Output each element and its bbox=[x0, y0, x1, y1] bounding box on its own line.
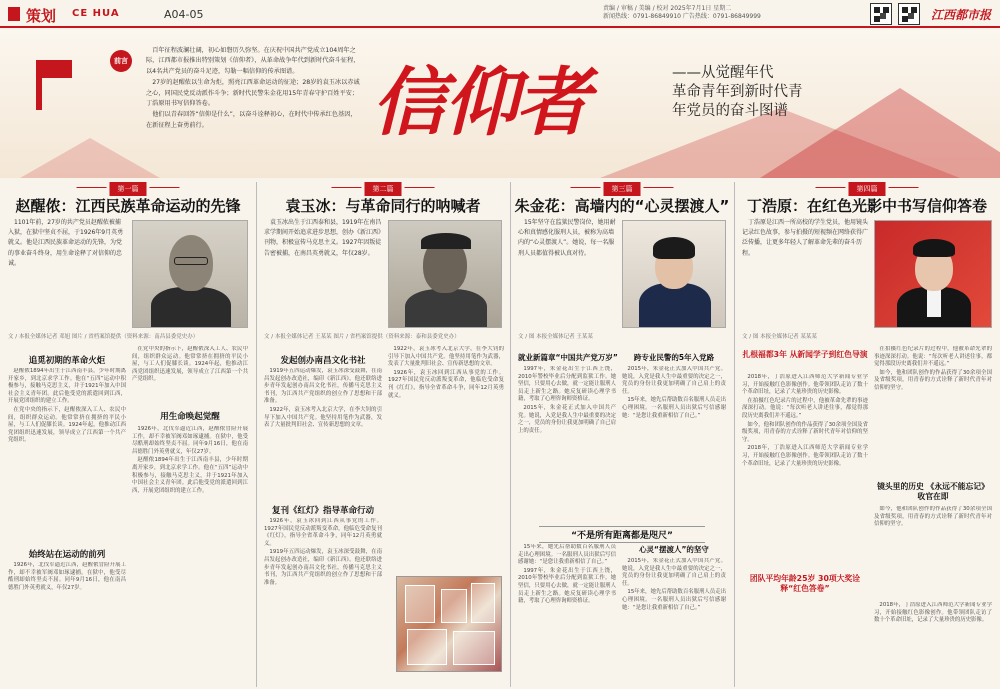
body-paragraph: 2015年，朱金花正式加入中国共产党。她说，入党是我人生中最重要的决定之一，党员的身份让我更加明确了自己肩上的责任。 bbox=[622, 558, 726, 587]
article-body bbox=[132, 346, 248, 402]
article-subhead: 复刊《红灯》指导革命行动 bbox=[271, 506, 374, 516]
body-paragraph: 2018年，丁浩原进入江西师范大学新闻专业学习，开始接触红色影像创作。他带领团队走访了数十个革命旧址，记录了大量珍贵的历史影像。 bbox=[742, 374, 868, 396]
body-paragraph: 15年来，她先后帮助数百名服刑人员走出心理困境。一名服刑人员出狱后写信感谢她：“是您让我重新相信了自己。” bbox=[622, 589, 726, 611]
intro-text: 袁玉冰出生于江西泰和县，1919年在南昌求学期间开始追求进步思想，创办《新江西》刊物，积极宣传马克思主义。1927年因叛徒告密被捕，在南昌英勇就义，年仅28岁。 bbox=[264, 219, 382, 257]
feature-title: 信仰者 bbox=[372, 60, 588, 146]
article-body bbox=[622, 366, 726, 516]
masthead bbox=[0, 0, 1000, 28]
body-paragraph: 2015年，朱金花正式加入中国共产党。她说，入党是我人生中最重要的决定之一，党员的身份让我更加明确了自己肩上的责任。 bbox=[518, 404, 616, 434]
article-zhao-xingnong bbox=[0, 182, 256, 685]
article-body bbox=[518, 544, 616, 680]
subtitle-line: ——从觉醒年代 bbox=[672, 65, 774, 81]
article-body bbox=[264, 518, 382, 680]
intro-text: 15年坚守在监狱民警岗位，她用耐心和真情感化服刑人员，被称为高墙内的“心灵摆渡人”。她说，每一名服刑人员都值得被认真对待。 bbox=[518, 219, 616, 257]
editor-info-line2: 新闻热线：0791-86849910 广告热线：0791-86849999 bbox=[603, 13, 761, 20]
preface-badge: 前言 bbox=[110, 50, 132, 72]
portrait-photo bbox=[622, 220, 726, 328]
body-paragraph: 15年来，她先后帮助数百名服刑人员走出心理困境。一名服刑人员出狱后写信感谢她：“是您让我重新相信了自己。” bbox=[622, 397, 726, 419]
mountain-decoration bbox=[20, 138, 160, 178]
article-ding-haoyuan bbox=[734, 182, 1000, 685]
preface-paragraph: 百年征程波澜壮阔，初心如磐历久弥坚。在庆祝中国共产党成立104周年之际，江西都市报推出特别策划《信仰者》，从革命战争年代到新时代奋斗征程，以4名共产党员的奋斗足迹，勾勒一幅信仰的传承图谱。 bbox=[146, 47, 360, 75]
body-paragraph: 1997年，朱金花出生于江西上饶，2010年警校毕业后分配到监狱工作。她坚信，只要用心去做，就一定能让服刑人员走上新生之路。她反复研读心理学书籍，考取了心理咨询师资格证。 bbox=[518, 567, 616, 605]
article-body bbox=[874, 346, 992, 476]
article-ordinal: 第一篇 bbox=[110, 182, 147, 196]
preface-paragraph: 27岁的赵醒侬以生命为炬，照亮江西革命运动的征途；28岁的袁玉冰以赤诚之心，同国民党反动派作斗争；新时代民警朱金花用15年青春守护百姓平安；丁浩原用书写信仰答卷。 bbox=[146, 79, 360, 108]
article-ordinal: 第三篇 bbox=[604, 182, 641, 196]
body-paragraph: 1919年五四运动爆发，袁玉冰深受鼓舞，在南昌发起创办改造社，编印《新江西》。他还联络进步青年发起创办南昌文化书社，传播马克思主义书刊，为江西共产党组织的创立作了思想和干部准备。 bbox=[264, 368, 382, 405]
article-subhead: 跨专业民警的5年入党路 bbox=[633, 353, 715, 362]
section-title-en: CE HUA bbox=[72, 8, 120, 19]
article-headline: 丁浩原：在红色光影中书写信仰答卷 bbox=[746, 197, 987, 215]
pull-quote: “不是所有距离都是咫尺” bbox=[518, 528, 726, 541]
preface-text bbox=[146, 46, 361, 132]
red-flag-icon bbox=[36, 60, 42, 110]
article-ordinal: 第二篇 bbox=[365, 182, 402, 196]
article-body bbox=[8, 562, 126, 680]
feature-subtitle bbox=[672, 64, 822, 121]
section-marker bbox=[8, 7, 20, 21]
article-intro bbox=[518, 218, 616, 322]
body-paragraph: 1926年，袁玉冰回到江西从事党的工作。1927年国民党反动派叛变革命，他临危受命复刊《红灯》，指导全省革命斗争，同年12月英勇就义。 bbox=[388, 369, 504, 399]
editor-info bbox=[603, 5, 843, 21]
page-number: A04-05 bbox=[164, 8, 204, 21]
article-intro bbox=[742, 218, 868, 322]
portrait-photo bbox=[132, 220, 248, 328]
paper-logo: 江西都市报 bbox=[931, 8, 992, 22]
article-subhead: 镜头里的历史 《永远不能忘记》收官在即 bbox=[877, 482, 989, 501]
article-body bbox=[388, 346, 504, 466]
article-subhead: 发起创办南昌文化书社 bbox=[280, 356, 366, 366]
article-headline: 袁玉冰：与革命同行的呐喊者 bbox=[285, 197, 481, 215]
subtitle-line: 革命青年到新时代青 bbox=[672, 84, 803, 100]
article-yuan-yubing bbox=[256, 182, 510, 685]
body-paragraph: 在拍摄红色纪录片的过程中，他被革命先辈的事迹深深打动。他说：“每次听老人讲述往事，都觉得那段历史离我们并不遥远。” bbox=[742, 397, 868, 419]
article-subhead: 始终站在运动的前列 bbox=[28, 550, 106, 560]
body-paragraph: 在党中央的指示下，赵醒侬深入工人、农民中间，组织群众运动。他常常挤在拥挤的平民小屋，与工人们促膝长谈。1924年起，他推动江西党团组织迅速发展，领导成立了江西第一个共产党组织。 bbox=[8, 406, 126, 444]
editor-info-line1: 责编 / 审稿 / 美编 / 校对 2025年7月1日 星期二 bbox=[603, 5, 732, 12]
article-body bbox=[518, 366, 616, 516]
body-paragraph: 赵醒侬1894年出生于江西南丰县，少年时期离开家乡，到北京求学工作。他在“五四”运动中积极参与，接触马克思主义，并于1921年加入中国社会主义青年团。此后他受党的派遣回到江西，开展党团组织的建立工作。 bbox=[132, 457, 248, 494]
photo-caption: 文 / 本报全媒体记者 邓旭 图片 / 省档案馆提供（资料来源：南昌县委党史办） bbox=[8, 334, 199, 340]
archive-documents-photo bbox=[396, 576, 502, 672]
article-headline: 赵醒侬：江西民族革命运动的先锋 bbox=[15, 197, 241, 215]
body-paragraph: 1919年五四运动爆发，袁玉冰深受鼓舞，在南昌发起创办改造社，编印《新江西》。他还联络进步青年发起创办南昌文化书社，传播马克思主义书刊，为江西共产党组织的创立作了思想和干部准备。 bbox=[264, 549, 382, 586]
intro-text: 丁浩原是江西一所高校的学生党员，他用镜头记录红色故事，参与拍摄的短视频在网络获得广泛传播，让更多年轻人了解革命先辈的奋斗历程。 bbox=[742, 219, 868, 257]
photo-caption: 文 / 图 本报全媒体记者 某某某 bbox=[742, 334, 817, 340]
article-body bbox=[132, 426, 248, 680]
subtitle-line: 年党员的奋斗图谱 bbox=[672, 103, 788, 119]
body-paragraph: 2018年，丁浩原进入江西师范大学新闻专业学习，开始接触红色影像创作。他带领团队走访了数十个革命旧址，记录了大量珍贵的历史影像。 bbox=[874, 602, 992, 624]
body-paragraph: 2015年，朱金花正式加入中国共产党。她说，入党是我人生中最重要的决定之一，党员的身份让我更加明确了自己肩上的责任。 bbox=[622, 366, 726, 395]
article-subhead: 用生命唤起觉醒 bbox=[160, 412, 220, 422]
body-paragraph: 1926年，袁玉冰回到江西从事党的工作。1927年国民党反动派叛变革命，他临危受命复刊《红灯》，指导全省革命斗争，同年12月英勇就义。 bbox=[264, 518, 382, 547]
article-subhead: 追觅初期的革命火炬 bbox=[28, 356, 106, 366]
article-subhead: 就业新篇章“中国共产党万岁” bbox=[518, 353, 618, 362]
photo-caption: 文 / 本报全媒体记者 王某某 图片 / 省档案馆提供（资料来源：泰和县委党史办） bbox=[264, 334, 460, 340]
intro-text: 1101年前，27岁的共产党员赵醒侬被捕入狱，在狱中坚贞不屈，于1926年9月英勇就义。他是江西民族革命运动的先锋，为党的事业奋斗终身，用生命诠释了对信仰的忠诚。 bbox=[8, 219, 124, 267]
article-headline: 朱金花：高墙内的“心灵摆渡人” bbox=[514, 197, 730, 215]
article-zhu-jinhua bbox=[510, 182, 734, 685]
body-paragraph: 1922年，袁玉冰考入北京大学，在李大钊的引导下加入中国共产党。他坚持用笔作为武器，发表了大量批判旧社会、宣传新思想的文章。 bbox=[264, 406, 382, 429]
body-paragraph: 在党中央的指示下，赵醒侬深入工人、农民中间，组织群众运动。他常常挤在拥挤的平民小屋，与工人们促膝长谈。1924年起，他推动江西党团组织迅速发展，领导成立了江西第一个共产党组织。 bbox=[132, 346, 248, 383]
body-paragraph: 如今，他和团队创作的作品获得了30余项全国及省级奖项，用青春的方式诠释了新时代青年对信仰的坚守。 bbox=[742, 421, 868, 443]
article-body bbox=[874, 602, 992, 680]
body-paragraph: 2018年，丁浩原进入江西师范大学新闻专业学习，开始接触红色影像创作。他带领团队走访了数十个革命旧址，记录了大量珍贵的历史影像。 bbox=[742, 445, 868, 467]
body-paragraph: 1997年，朱金花出生于江西上饶，2010年警校毕业后分配到监狱工作。她坚信，只要用心去做，就一定能让服刑人员走上新生之路。她反复研读心理学书籍，考取了心理咨询师资格证。 bbox=[518, 366, 616, 403]
article-ordinal: 第四篇 bbox=[849, 182, 886, 196]
article-intro bbox=[8, 218, 126, 322]
portrait-photo bbox=[388, 220, 502, 328]
article-body bbox=[622, 558, 726, 680]
qr-code-icon bbox=[870, 3, 892, 25]
photo-caption: 文 / 图 本报全媒体记者 王某某 bbox=[518, 334, 593, 340]
body-paragraph: 在拍摄红色纪录片的过程中，他被革命先辈的事迹深深打动。他说：“每次听老人讲述往事，都觉得那段历史离我们并不遥远。” bbox=[874, 346, 992, 368]
article-body bbox=[8, 368, 126, 543]
article-subhead: 扎根福都3年 从新闻学子到红色导演 bbox=[742, 350, 868, 359]
body-paragraph: 15年来，她先后帮助数百名服刑人员走出心理困境。一名服刑人员出狱后写信感谢她：“是您让我重新相信了自己。” bbox=[518, 544, 616, 566]
qr-code-icon bbox=[898, 3, 920, 25]
body-paragraph: 如今，他和团队创作的作品获得了30余项全国及省级奖项，用青春的方式诠释了新时代青年对信仰的坚守。 bbox=[874, 369, 992, 391]
article-body bbox=[264, 368, 382, 498]
article-intro bbox=[264, 218, 382, 322]
portrait-photo bbox=[874, 220, 992, 328]
body-paragraph: 赵醒侬1894年出生于江西南丰县，少年时期离开家乡，到北京求学工作。他在“五四”运动中积极参与，接触马克思主义，并于1921年加入中国社会主义青年团。此后他受党的派遣回到江西，开展党团组织的建立工作。 bbox=[8, 368, 126, 405]
article-body bbox=[742, 374, 868, 680]
body-paragraph: 1922年，袁玉冰考入北京大学，在李大钊的引导下加入中国共产党。他坚持用笔作为武器，发表了大量批判旧社会、宣传新思想的文章。 bbox=[388, 346, 504, 368]
body-paragraph: 如今，他和团队创作的作品获得了30余项全国及省级奖项，用青春的方式诠释了新时代青年对信仰的坚守。 bbox=[874, 506, 992, 528]
article-subhead: 心灵“摆渡人”的坚守 bbox=[639, 545, 709, 554]
article-subhead: 团队平均年龄25岁 30项大奖诠释“红色答卷” bbox=[742, 574, 868, 594]
feature-banner bbox=[0, 30, 1000, 178]
preface-paragraph: 他们以青春回答“信仰是什么”，以奋斗诠释初心，在时代中传承红色基因，在新征程上奋勇前行。 bbox=[146, 111, 357, 129]
section-title: 策划 bbox=[26, 7, 57, 25]
body-paragraph: 1926年，北伐军逼近江西，赵醒侬冒险开展工作，却不幸被军阀邓如琢逮捕。在狱中，他受尽酷刑却始终坚贞不屈。同年9月16日，他在南昌德胜门外英勇就义，年仅27岁。 bbox=[8, 562, 126, 591]
article-body bbox=[874, 506, 992, 596]
body-paragraph: 1926年，北伐军逼近江西，赵醒侬冒险开展工作，却不幸被军阀邓如琢逮捕。在狱中，他受尽酷刑却始终坚贞不屈。同年9月16日，他在南昌德胜门外英勇就义，年仅27岁。 bbox=[132, 426, 248, 455]
